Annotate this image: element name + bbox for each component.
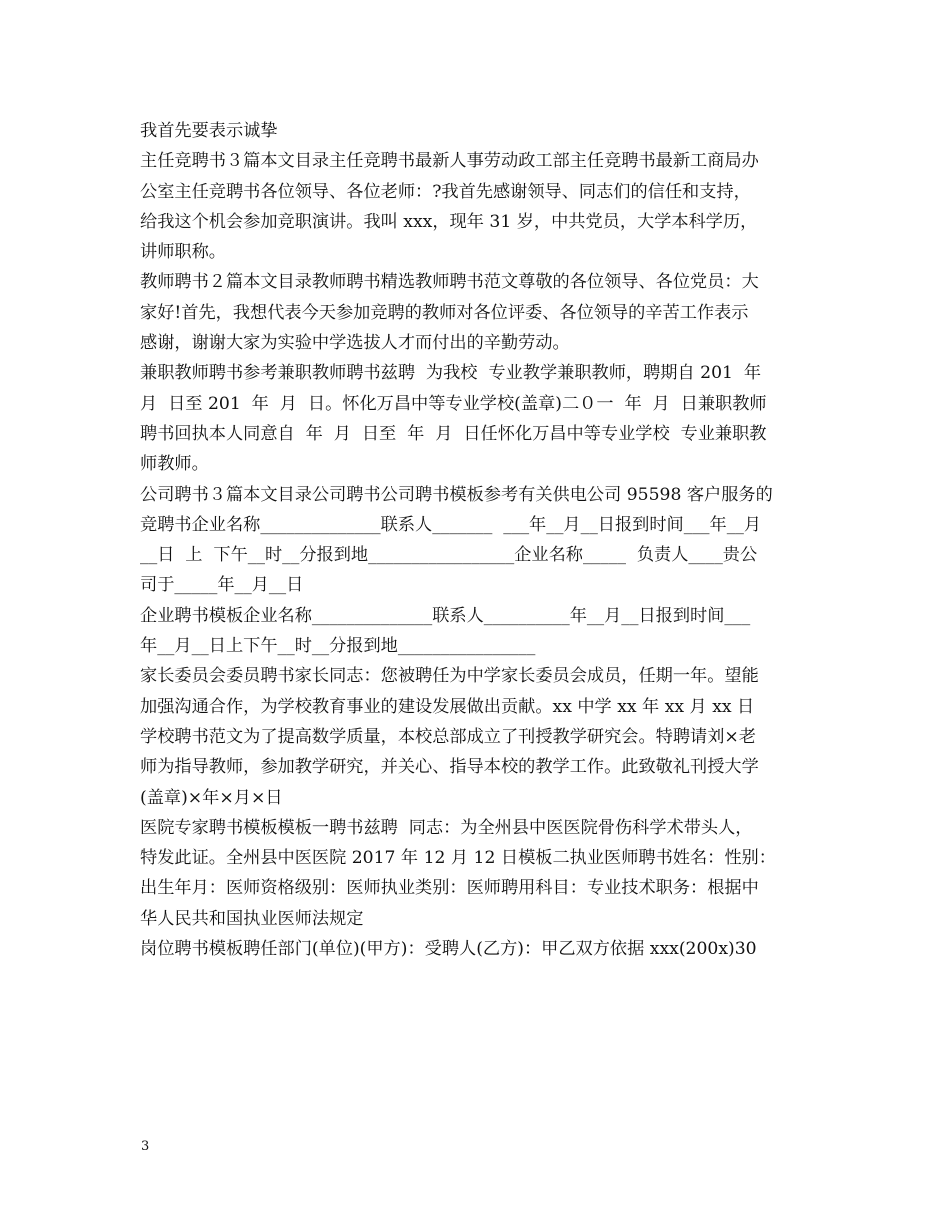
text-line: 特发此证。全州县中医医院 2017 年 12 月 12 日模板二执业医师聘书姓名：性别： — [140, 848, 776, 869]
text-line: 年__月__日上下午__时__分报到地________________ — [140, 636, 536, 657]
text-line: 讲师职称。 — [140, 242, 226, 263]
text-line: 教师聘书２篇本文目录教师聘书精选教师聘书范文尊敬的各位领导、各位党员：大 — [140, 272, 759, 293]
text-line: 给我这个机会参加竞职演讲。我叫 xxx，现年 31 岁，中共党员，大学本科学历， — [140, 211, 758, 232]
text-line: 企业聘书模板企业名称______________联系人__________年__月__日报到时间___ — [140, 605, 751, 626]
text-line: 月 日至 201 年 月 日。怀化万昌中等专业学校(盖章)二０一 年 月 日兼职教师 — [140, 393, 767, 414]
page-number: 3 — [141, 1139, 150, 1154]
text-line: (盖章)×年×月×日 — [140, 787, 283, 808]
text-line: 师为指导教师，参加教学研究，并关心、指导本校的教学工作。此致敬礼刊授大学 — [140, 757, 759, 778]
text-line: 师教师。 — [140, 454, 209, 475]
text-line: 公司聘书３篇本文目录公司聘书公司聘书模板参考有关供电公司 95598 客户服务的 — [140, 484, 773, 505]
text-line: 竞聘书企业名称______________联系人_______ ___年__月__日报到时间___年__月 — [140, 514, 762, 535]
text-line: 公室主任竞聘书各位领导、各位老师：?我首先感谢领导、同志们的信任和支持， — [140, 181, 751, 202]
text-line: 华人民共和国执业医师法规定 — [140, 908, 364, 929]
text-line: 医院专家聘书模板模板一聘书兹聘 同志：为全州县中医医院骨伤科学术带头人， — [140, 817, 753, 838]
text-line: __日 上 下午__时__分报到地_________________企业名称_____ 负责人____贵公 — [140, 545, 758, 566]
text-line: 我首先要表示诚挚 — [140, 121, 278, 141]
text-line: 司于_____年__月__日 — [140, 575, 304, 596]
text-line: 感谢，谢谢大家为实验中学选拔人才而付出的辛勤劳动。 — [140, 333, 570, 354]
text-line: 岗位聘书模板聘任部门(单位)(甲方)：受聘人(乙方)：甲乙双方依据 xxx(200x)30 — [140, 939, 757, 960]
text-line: 兼职教师聘书参考兼职教师聘书兹聘 为我校 专业教学兼职教师，聘期自 201 年 — [140, 363, 762, 384]
text-line: 学校聘书范文为了提高数学质量，本校总部成立了刊授教学研究会。特聘请刘×老 — [140, 726, 756, 747]
text-line: 主任竞聘书３篇本文目录主任竞聘书最新人事劳动政工部主任竞聘书最新工商局办 — [140, 151, 759, 172]
text-line: 家长委员会委员聘书家长同志：您被聘任为中学家长委员会成员，任期一年。望能 — [140, 666, 759, 687]
text-line: 聘书回执本人同意自 年 月 日至 年 月 日任怀化万昌中等专业学校 专业兼职教 — [140, 423, 767, 444]
document-body — [140, 116, 820, 964]
text-line: 出生年月：医师资格级别：医师执业类别：医师聘用科目：专业技术职务：根据中 — [140, 878, 759, 899]
text-line: 加强沟通合作，为学校教育事业的建设发展做出贡献。xx 中学 xx 年 xx 月 xx 日 — [140, 696, 755, 717]
text-line: 家好!首先，我想代表今天参加竞聘的教师对各位评委、各位领导的辛苦工作表示 — [140, 302, 749, 323]
